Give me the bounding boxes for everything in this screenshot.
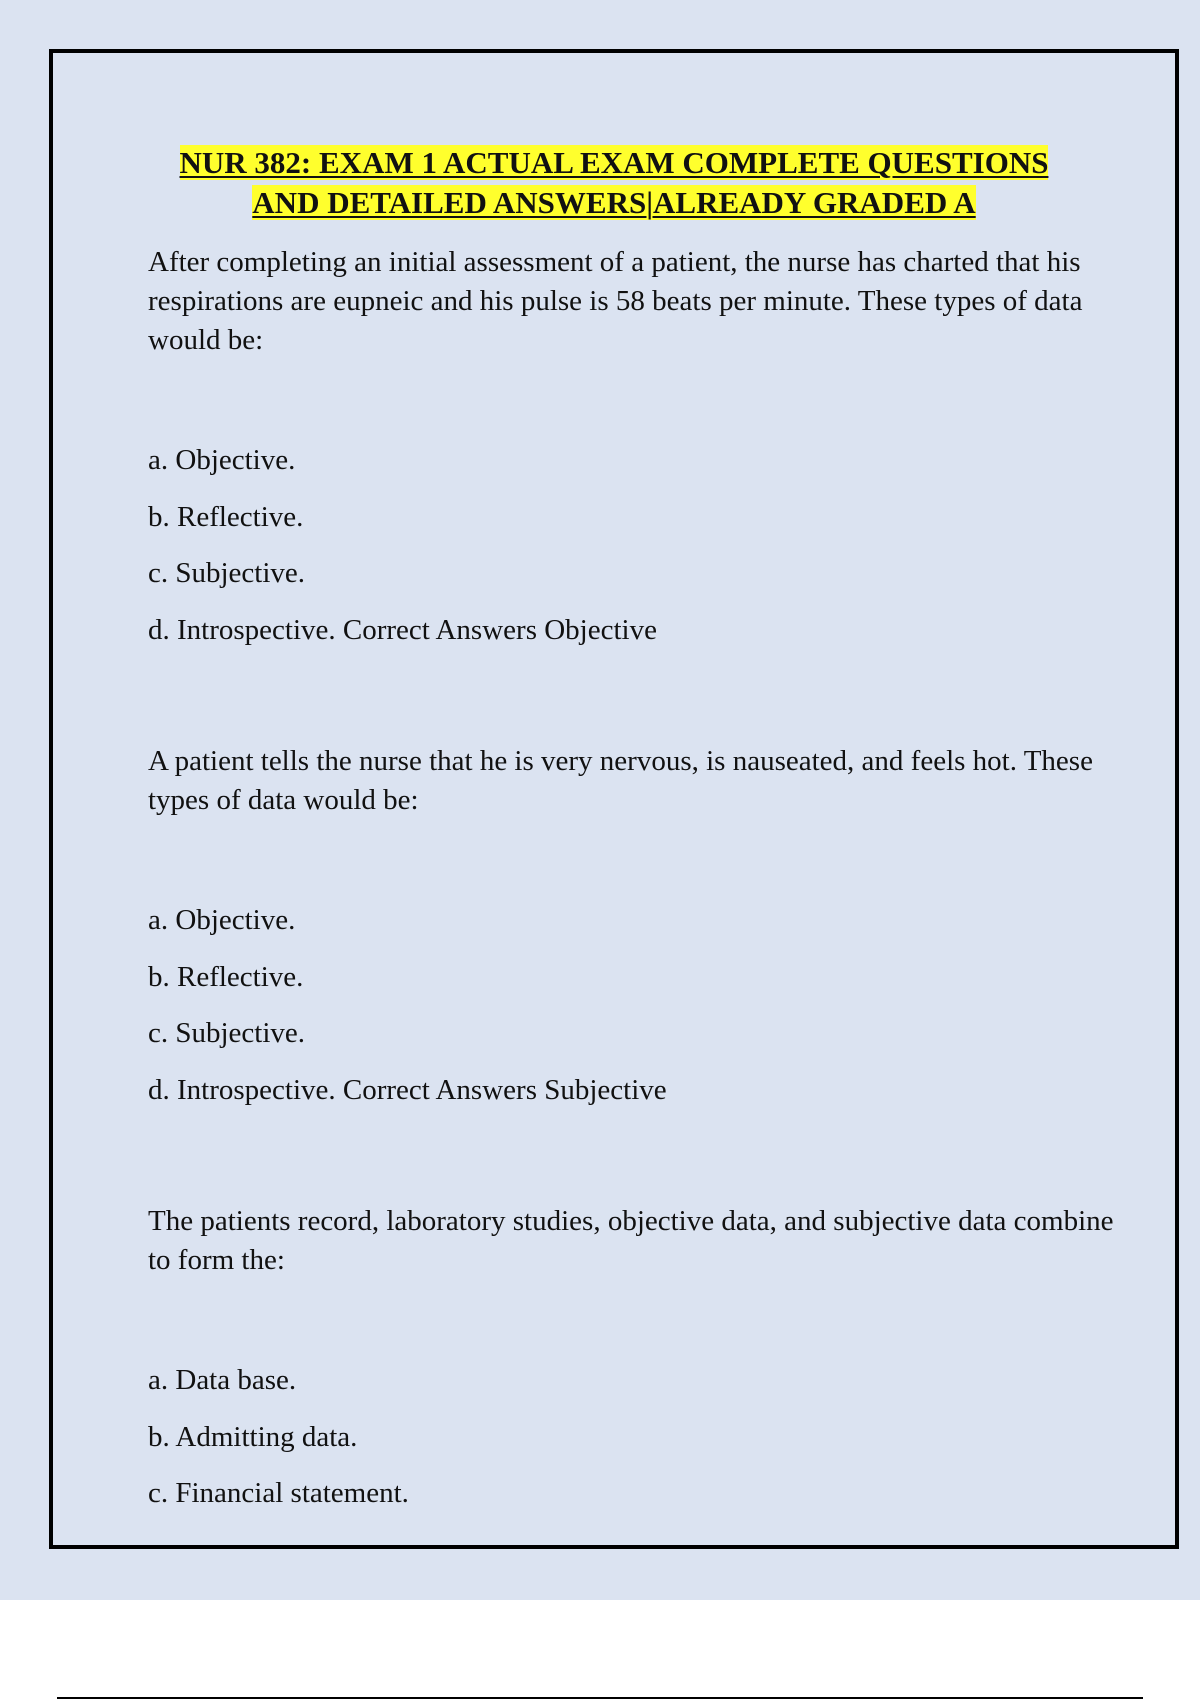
option-list [148,892,1138,1118]
option-list [148,1352,1138,1522]
question-block-1 [148,243,1138,658]
option-item: a. Objective. [148,904,296,936]
option-item: a. Objective. [148,444,296,476]
option-item: d. Introspective. Correct Answers Objective [148,613,657,646]
document-frame [49,49,1179,1549]
option-list [148,432,1138,658]
document-title [53,143,1175,223]
question-text: The patients record, laboratory studies, objective data, and subjective data combine to form the: [148,1205,1114,1276]
option-item: c. Subjective. [148,1017,306,1049]
option-item: d. Introspective. Correct Answers Subjective [148,1073,667,1106]
title-line-1: NUR 382: EXAM 1 ACTUAL EXAM COMPLETE QUESTIONS [179,145,1049,180]
option-item: b. Reflective. [148,500,304,533]
question-block-2 [148,742,1138,1118]
option-item: b. Reflective. [148,960,304,993]
question-block-3 [148,1202,1138,1522]
option-item: a. Data base. [148,1364,297,1396]
option-item: b. Admitting data. [148,1420,358,1453]
option-item: c. Financial statement. [148,1477,409,1509]
question-text: After completing an initial assessment of a patient, the nurse has charted that his respirations are eupneic and his pulse is 58 beats per minute. These types of data would be: [148,246,1083,356]
question-list [148,243,1138,1522]
option-item: c. Subjective. [148,557,306,589]
title-line-2: AND DETAILED ANSWERS|ALREADY GRADED A [252,185,976,220]
footer-divider [57,1697,1143,1699]
question-text: A patient tells the nurse that he is very nervous, is nauseated, and feels hot. These types of data would be: [148,745,1093,816]
